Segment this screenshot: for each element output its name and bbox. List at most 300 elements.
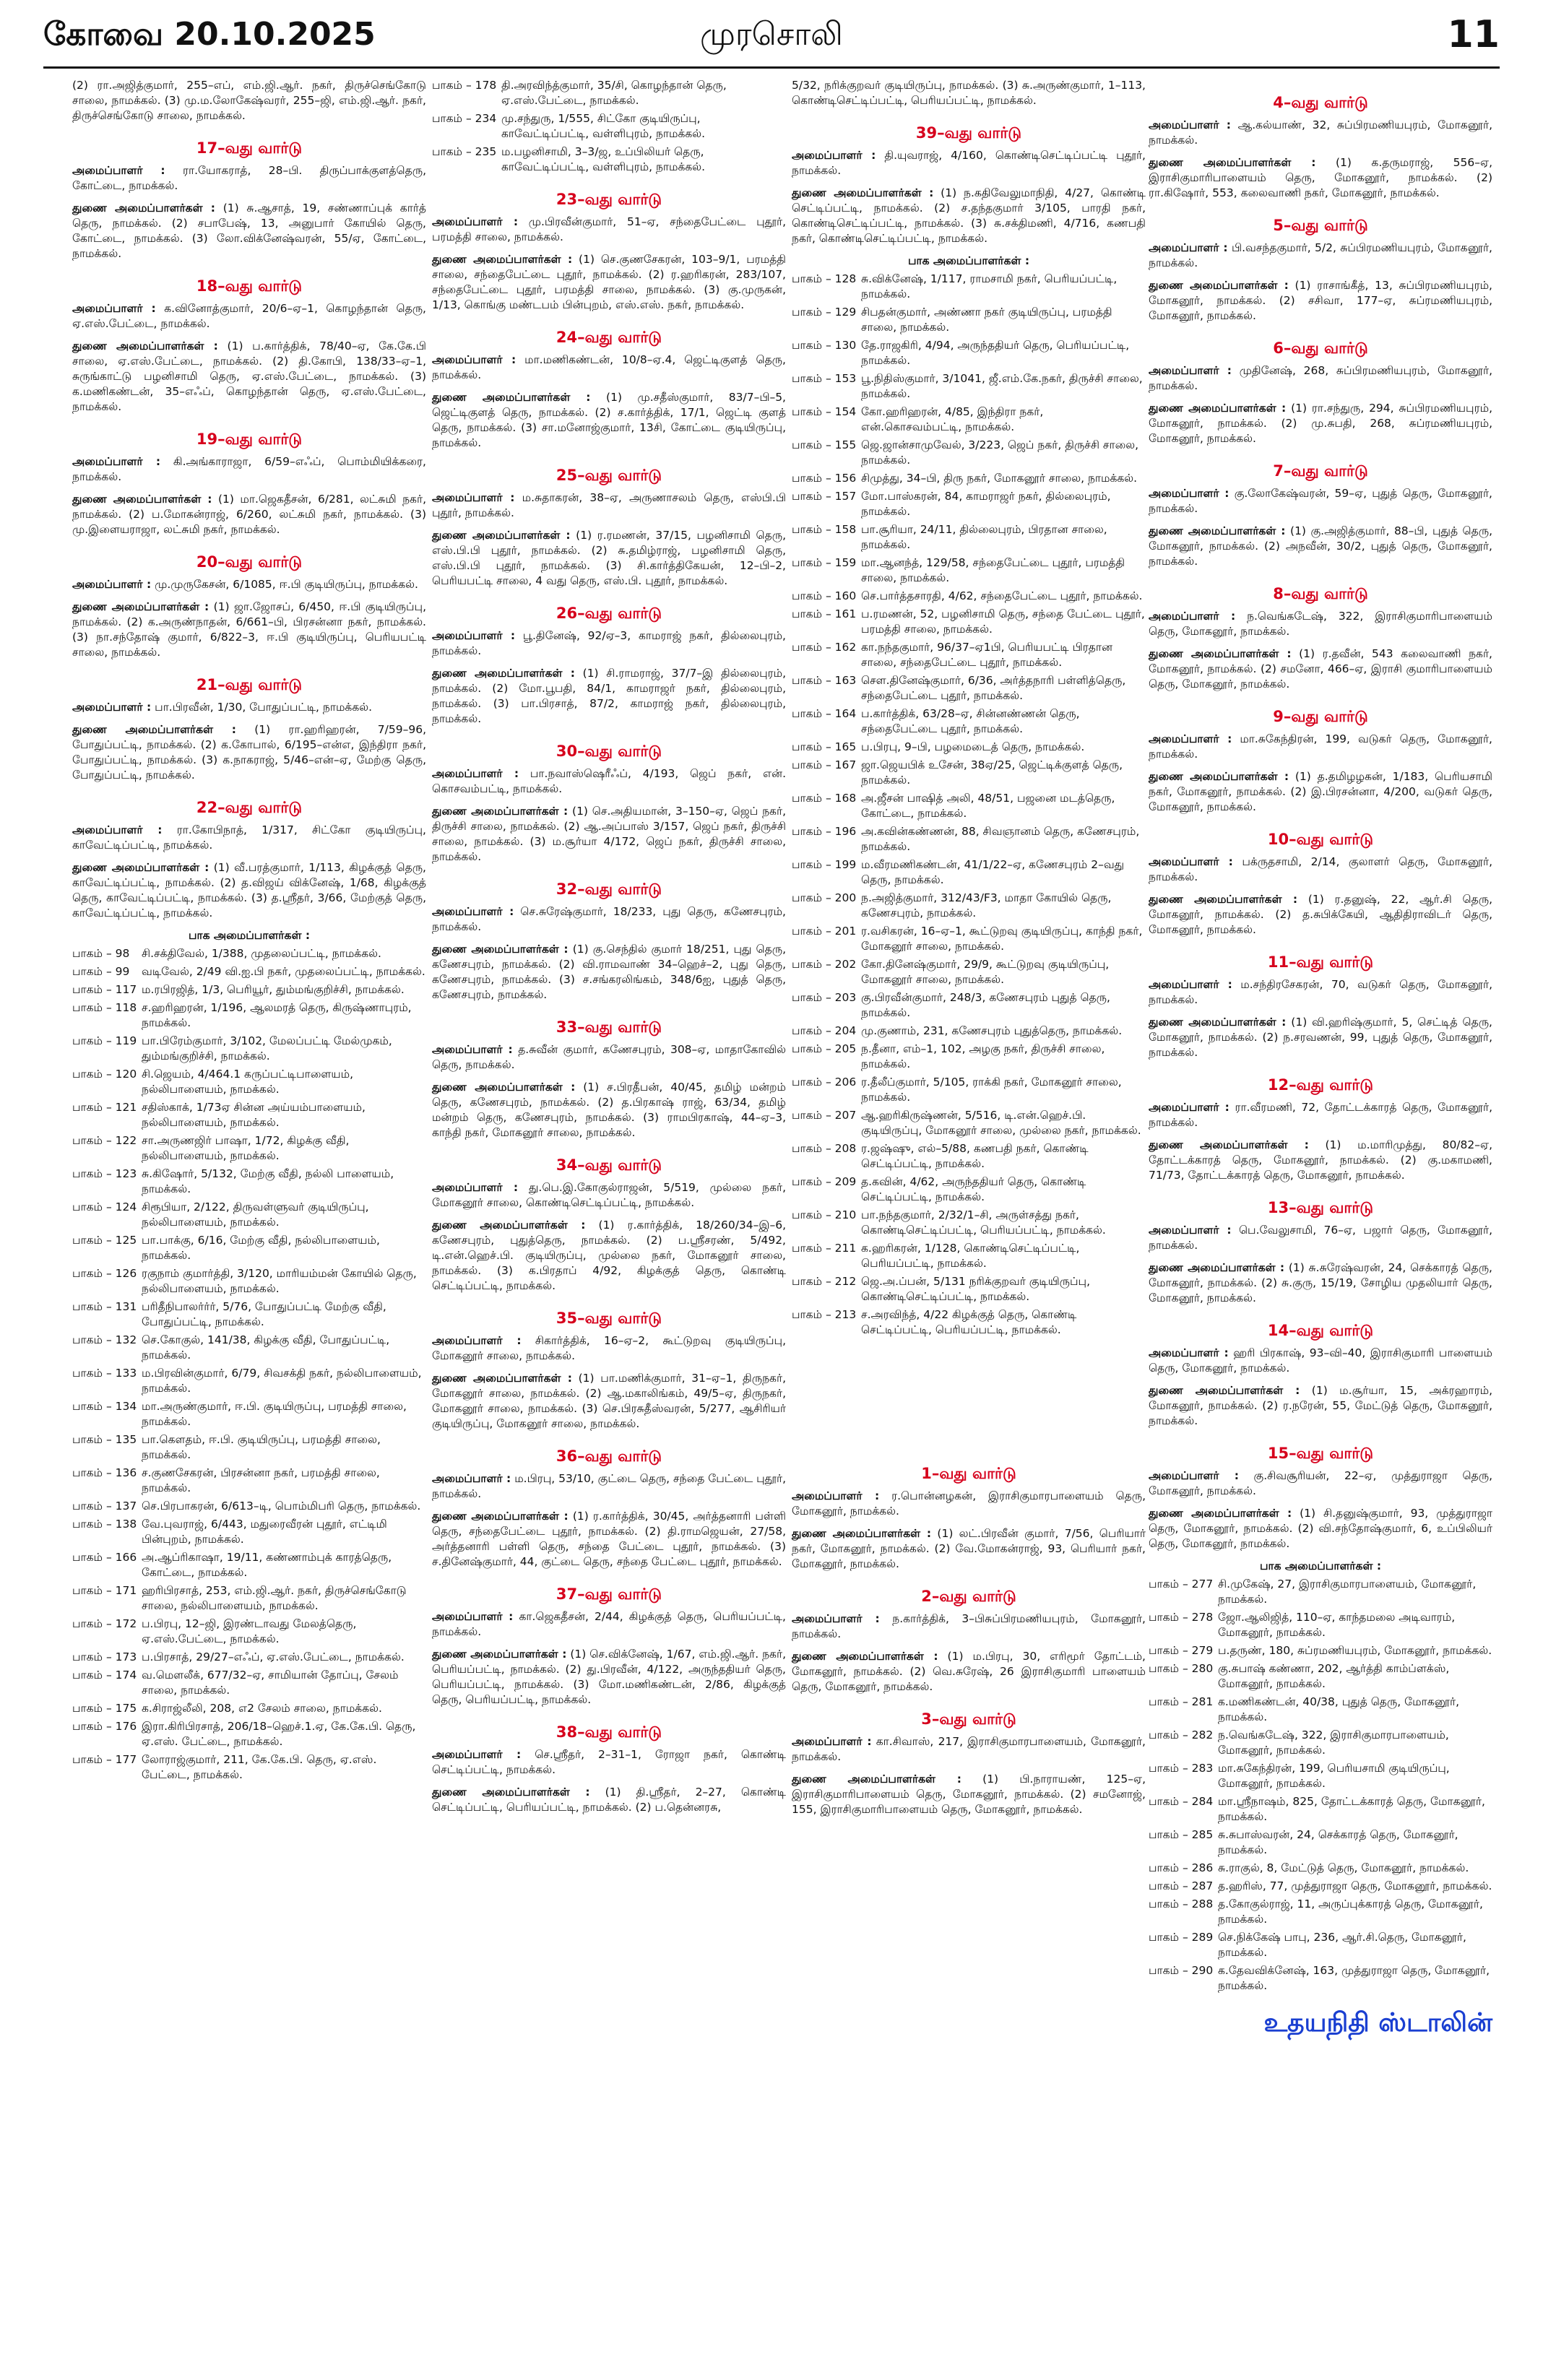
booth-number: பாகம் – 285: [1149, 1828, 1214, 1841]
booth-text: பா.பாக்கு, 6/16, மேற்கு வீதி, நல்லிபாளையம், நாமக்கல்.: [142, 1234, 380, 1262]
ward-heading: 4–வது வார்டு: [1273, 94, 1368, 111]
ward-deputies: [1149, 524, 1492, 569]
deputy-label: துணை அமைப்பாளர்கள் :: [432, 1372, 572, 1385]
ward-heading: 21–வது வார்டு: [196, 676, 303, 693]
booth-list: [792, 272, 1146, 1338]
deputy-label: துணை அமைப்பாளர்கள் :: [72, 493, 212, 506]
booth-number: பாகம் – 234: [432, 112, 497, 125]
ward-deputies: [792, 1526, 1146, 1572]
booth-text: ர.ஜஷ்ஷு, எல்–5/88, கணபதி நகர், கொண்டி செட்டிப்பட்டி, நாமக்கல்.: [861, 1142, 1089, 1170]
lead-label: அமைப்பாளர் :: [432, 767, 519, 780]
deputy-label: துணை அமைப்பாளர்கள் :: [1149, 1016, 1287, 1029]
booth-text: சிமுத்து, 34–பி, திரு நகர், மோகனூர் சாலை, நாமக்கல்.: [861, 472, 1138, 485]
ward-heading: 19–வது வார்டு: [196, 430, 303, 448]
booth-number: பாகம் – 175: [72, 1702, 137, 1715]
booth-text: த.கோகுல்ராஜ், 11, அருப்புக்காரத் தெரு, மோகனூர், நாமக்கல்.: [1218, 1897, 1483, 1926]
booth-entry: [792, 1208, 1146, 1238]
booth-entry: [792, 272, 1146, 302]
deputy-text: (1) ர.தவீன், 543 கலைவாணி நகர், மோகனூர், நாமக்கல். (2) சமனோ, 466–ஏ, இராசி குமாரிபாளையம் தெரு, மோகனூர், நாமக்கல்.: [1149, 647, 1492, 691]
booth-entry: [792, 1241, 1146, 1271]
booth-number: பாகம் – 133: [72, 1367, 137, 1380]
continued-text: (2) ரா.அஜித்குமார், 255–எப், எம்.ஜி.ஆர். நகர், திருச்செங்கோடு சாலை, நாமக்கல். (3) மு.ம.லோகேஷ்வரர், 255–ஜி, எம்.ஜி.ஆர். நகர், திருச்செங்கோடு சாலை, நாமக்கல்.: [72, 79, 426, 122]
deputy-label: துணை அமைப்பாளர்கள் :: [432, 1510, 569, 1523]
booth-entry: [72, 1499, 426, 1514]
booth-number: பாகம் – 201: [792, 925, 857, 938]
booth-number: பாகம் – 129: [792, 306, 857, 319]
deputy-text: (1) ம.பிரபு, 30, எரிமூர் தோட்டம், மோகனூர், நாமக்கல். (2) வெ.சுரேஷ், 26 இராசிகுமாரி பாளையம் தெரு, மோகனூர், நாமக்கல்.: [792, 1650, 1146, 1693]
deputy-text: (1) பி.நாராயண், 125–ஏ, இராசிகுமாரிபாளையம் தெரு, மோகனூர், நாமக்கல். (2) சமனோஜ், 155, இராசிகுமாரிபாளையம் தெரு, மோகனூர், நாமக்கல்.: [792, 1773, 1146, 1816]
ward-lead: [432, 352, 786, 383]
booth-number: பாகம் – 207: [792, 1109, 857, 1122]
ward-heading: 2–வது வார்டு: [921, 1588, 1016, 1605]
booth-text: க.ஹரிகரன், 1/128, கொண்டிசெட்டிப்பட்டி, பெரியப்பட்டி, நாமக்கல்.: [861, 1242, 1080, 1270]
booth-text: பா.சூரியா, 24/11, தில்லைபுரம், பிரதான சாலை, நாமக்கல்.: [861, 523, 1107, 551]
ward-lead: [1149, 1346, 1492, 1376]
booth-entry: [72, 1200, 426, 1230]
booth-heading: பாக அமைப்பாளர்கள் :: [1259, 1559, 1382, 1572]
booth-text: வடிவேல், 2/49 வி.ஐ.பி நகர், முதலைப்பட்டி, நாமக்கல்.: [142, 965, 425, 978]
booth-entry: [792, 673, 1146, 704]
booth-entry: [72, 1100, 426, 1130]
booth-entry: [72, 1617, 426, 1647]
booth-entry: [792, 1307, 1146, 1338]
booth-entry: [72, 1266, 426, 1297]
booth-number: பாகம் – 158: [792, 523, 857, 536]
column-2: [432, 78, 786, 1822]
booth-entry: [792, 1174, 1146, 1205]
lead-label: அமைப்பாளர் :: [1149, 364, 1232, 377]
booth-text: ஹரிபிரசாத், 253, எம்.ஜி.ஆர். நகர், திருச்செங்கோடு சாலை, நல்லிபாளையம், நாமக்கல்.: [142, 1584, 407, 1612]
booth-number: பாகம் – 160: [792, 589, 857, 602]
booth-number: பாகம் – 98: [72, 947, 130, 960]
lead-label: அமைப்பாளர் :: [432, 215, 519, 228]
booth-entry: [792, 1075, 1146, 1105]
ward-heading: 37–வது வார்டு: [556, 1585, 662, 1603]
booth-entry: [72, 1067, 426, 1097]
lead-text: சிகார்த்திக், 16–ஏ–2, கூட்டுறவு குடியிருப்பு, மோகனூர் சாலை, நாமக்கல்.: [432, 1334, 787, 1362]
lead-text: ந.கார்த்திக், 3–பிசுப்பிரமணியபுரம், மோகனூர், நாமக்கல்.: [792, 1612, 1146, 1640]
deputy-label: துணை அமைப்பாளர்கள் :: [432, 943, 569, 956]
deputy-text: (1) ர.தனுஷ், 22, ஆர்.சி தெரு, மோகனூர், நாமக்கல். (2) த.சுபிக்கேயி, ஆதிதிராவிடர் தெரு, மோகனூர், நாமக்கல்.: [1149, 893, 1492, 936]
newspaper-title: முரசொலி: [700, 16, 843, 53]
deputy-label: துணை அமைப்பாளர்கள் :: [432, 529, 571, 542]
booth-number: பாகம் – 206: [792, 1076, 857, 1089]
ward-deputies: [72, 600, 426, 660]
ward-deputies: [1149, 1506, 1492, 1552]
deputy-label: துணை அமைப்பாளர்கள் :: [72, 339, 218, 352]
masthead: [43, 10, 1500, 61]
ward-deputies: [1149, 1383, 1492, 1429]
booth-text: க.சிராஜ்லீலி, 208, எ2 சேலம் சாலை, நாமக்கல்.: [142, 1702, 382, 1715]
deputy-text: (1) ர.ரமணன், 37/15, பழனிசாமி தெரு, எஸ்.பி.பி புதூர், நாமக்கல். (2) சு.தமிழ்ராஜ், பழனிசாமி தெரு, எஸ்.பி.பி புதூர், நாமக்கல். (3) சி.கார்த்திகேயன், 12–பி–2, பெரியபட்டி சாலை, 4 வது தெரு, எஸ்.பி. புதூர், நாமக்கல்.: [432, 529, 786, 587]
booth-number: பாகம் – 130: [792, 339, 857, 352]
booth-entry: [72, 1550, 426, 1580]
deputy-text: (1) ரா.சந்துரு, 294, சுப்பிரமணியபுரம், மோகனூர், நாமக்கல். (2) மு.சுபதி, 268, சுப்ரமணியபுரம், மோகனூர், நாமக்கல்.: [1149, 402, 1492, 445]
booth-text: ஜா.ஜெயபிக் உசேன், 38ஏ/25, ஜெட்டிக்குளத் தெரு, நாமக்கல்.: [861, 758, 1123, 787]
booth-text: சு.ராகுல், 8, மேட்டுத் தெரு, மோகனூர், நாமக்கல்.: [1218, 1861, 1469, 1874]
booth-number: பாகம் – 162: [792, 641, 857, 654]
booth-text: கோ.தினேஷ்குமார், 29/9, கூட்டுறவு குடியிருப்பு, மோகனூர் சாலை, நாமக்கல்.: [861, 958, 1110, 986]
booth-text: ச.ஹரிஹரன், 1/196, ஆலமரத் தெரு, கிருஷ்ணாபுரம், நாமக்கல்.: [142, 1001, 412, 1029]
ward-lead: [432, 1042, 786, 1073]
lead-label: அமைப்பாளர் :: [1149, 732, 1232, 745]
deputy-text: (1) பா.மணிக்குமார், 31–ஏ–1, திருநகர், மோகனூர் சாலை, நாமக்கல். (2) ஆ.மகாலிங்கம், 49/5–ஏ, திருநகர், மோகனூர் சாலை, நாமக்கல். (3) செ.பிரசுதீஸ்வரன், 5/277, ஆசிரியர் குடியிருப்பு, மோகனூர் சாலை, நாமக்கல்.: [432, 1372, 787, 1430]
booth-entry: [72, 1466, 426, 1496]
booth-number: பாகம் – 123: [72, 1167, 137, 1180]
ward-deputies: [1149, 892, 1492, 938]
booth-entry: [1149, 1728, 1492, 1758]
lead-label: அமைப்பாளர் :: [432, 353, 517, 366]
booth-text: ஜோ.ஆலிஜித், 110–ஏ, காந்தமலை அடிவாரம், மோகனூர், நாமக்கல்.: [1218, 1611, 1456, 1639]
booth-number: பாகம் – 134: [72, 1400, 137, 1413]
booth-number: பாகம் – 159: [792, 556, 857, 569]
ward-lead: [1149, 1468, 1492, 1499]
booth-number: பாகம் – 176: [72, 1720, 137, 1733]
booth-entry: [72, 946, 426, 961]
booth-heading: பாக அமைப்பாளர்கள் :: [907, 254, 1030, 267]
booth-text: செ.பார்த்தசாரதி, 4/62, சந்தைபேட்டை புதூர், நாமக்கல்.: [861, 589, 1143, 602]
booth-entry: [432, 78, 786, 108]
booth-entry: [432, 111, 786, 142]
ward-heading: 38–வது வார்டு: [556, 1723, 662, 1741]
booth-entry: [792, 404, 1146, 435]
ward-heading: 14–வது வார்டு: [1267, 1322, 1374, 1339]
lead-label: அமைப்பாளர் :: [72, 578, 152, 591]
booth-number: பாகம் – 173: [72, 1650, 137, 1663]
lead-text: மா.மணிகண்டன், 10/8–ஏ.4, ஜெட்டிகுளத் தெரு, நாமக்கல்.: [432, 353, 786, 381]
booth-text: த.கவின், 4/62, அருந்ததியர் தெரு, கொண்டி செட்டிப்பட்டி, நாமக்கல்.: [861, 1175, 1086, 1203]
ward-heading: 8–வது வார்டு: [1273, 585, 1368, 602]
booth-number: பாகம் – 290: [1149, 1964, 1214, 1977]
booth-entry: [72, 1583, 426, 1614]
booth-text: ப.தருண், 180, சுப்ரமணியபுரம், மோகனூர், நாமக்கல்.: [1218, 1644, 1492, 1657]
booth-number: பாகம் – 131: [72, 1300, 137, 1313]
booth-number: பாகம் – 168: [792, 792, 857, 805]
lead-label: அமைப்பாளர் :: [432, 1610, 514, 1623]
booth-text: செ.கோகுல், 141/38, கிழக்கு வீதி, போதுப்பட்டி, நாமக்கல்.: [142, 1333, 390, 1362]
ward-lead: [432, 1609, 786, 1640]
deputy-text: (1) தி.ஸ்ரீதர், 2–27, கொண்டி செட்டிப்பட்டி, பெரியப்பட்டி, நாமக்கல். (2) ப.தென்னரசு,: [432, 1786, 787, 1814]
booth-text: கோ.ஹரிஹரன், 4/85, இந்திரா நகர், என்.கொசவம்பட்டி, நாமக்கல்.: [861, 405, 1044, 433]
ward-deputies: [432, 666, 786, 727]
booth-entry: [1149, 1610, 1492, 1640]
ward-lead: [1149, 1100, 1492, 1130]
ward-heading: 3–வது வார்டு: [921, 1710, 1016, 1728]
deputy-label: துணை அமைப்பாளர்கள் :: [792, 1650, 938, 1663]
ward-deputies: [432, 1371, 786, 1432]
ward-deputies: [1149, 769, 1492, 815]
deputy-text: (1) வீ.பரத்குமார், 1/113, கிழக்குத் தெரு, காவேட்டிப்பட்டி, நாமக்கல். (2) த.விஜய் விக்னேஷ், 1/68, கிழக்குத் தெரு, காவேட்டிப்பட்டி, நாமக்கல். (3) த.ஸ்ரீதர், 3/66, மேற்குத் தெரு, காவேட்டிப்பட்டி, நாமக்கல்.: [72, 861, 426, 919]
ward-deputies: [72, 201, 426, 261]
booth-entry: [1149, 1930, 1492, 1960]
booth-entry: [1149, 1661, 1492, 1692]
column-1: [72, 78, 426, 1786]
booth-text: சி.சக்திவேல், 1/388, முதலைப்பட்டி, நாமக்கல்.: [142, 947, 381, 960]
booth-text: ப.கார்த்திக், 63/28–ஏ, சின்னண்ணன் தெரு, சந்தைபேட்டை புதூர், நாமக்கல்.: [861, 707, 1080, 735]
booth-number: பாகம் – 117: [72, 983, 137, 996]
ward-deputies: [1149, 155, 1492, 201]
ward-lead: [792, 1734, 1146, 1765]
booth-entry: [1149, 1897, 1492, 1927]
deputy-label: துணை அமைப்பாளர்கள் :: [1149, 647, 1292, 660]
deputy-text: (1) ந.கதிவேலுமாநிதி, 4/27, கொண்டி செட்டிப்பட்டி, நாமக்கல். (2) ச.தந்தகுமார் 3/105, பாரதி நகர், கொண்டிசெட்டிப்பட்டி, நாமக்கல். (3) சு.சக்திமணி, 4/716, கணபதி நகர், கொண்டிசெட்டிப்பட்டி, நாமக்கல்.: [792, 186, 1146, 245]
booth-text: ம.பழனிசாமி, 3–3/ஜ, உப்பிலியர் தெரு, காவேட்டிப்பட்டி, வள்ளிபுரம், நாமக்கல்.: [501, 145, 706, 173]
ward-deputies: [1149, 1138, 1492, 1183]
deputy-label: துணை அமைப்பாளர்கள் :: [792, 1527, 932, 1540]
booth-entry: [72, 1399, 426, 1429]
booth-text: மா.அருண்குமார், ஈ.பி. குடியிருப்பு, பரமத்தி சாலை, நாமக்கல்.: [142, 1400, 407, 1428]
booth-text: பா.பிரேம்குமார், 3/102, மேலப்பட்டி மேல்முகம், தும்மங்குறிச்சி, நாமக்கல்.: [142, 1034, 392, 1063]
booth-text: ர.வசிகரன், 16–ஏ–1, கூட்டுறவு குடியிருப்பு, காந்தி நகர், மோகனூர் சாலை, நாமக்கல்.: [861, 925, 1143, 953]
ward-heading: 23–வது வார்டு: [556, 191, 662, 208]
deputy-text: (1) லட்.பிரவீன் குமார், 7/56, பெரியார் நகர், மோகனூர், நாமக்கல். (2) வே.மோகன்ராஜ், 93, பெரியார் நகர், மோகனூர், நாமக்கல்.: [792, 1527, 1146, 1570]
lead-label: அமைப்பாளர் :: [792, 1612, 880, 1625]
booth-text: ஜெ.அ.ப்பன், 5/131 நரிக்குறவர் குடியிருப்பு, கொண்டிசெட்டிப்பட்டி, நாமக்கல்.: [861, 1275, 1091, 1303]
booth-text: இரா.கிரிபிரசாத், 206/18–ஹெச்.1.ஏ, கே.கே.பி. தெரு, ஏ.எஸ். பேட்டை, நாமக்கல்.: [142, 1720, 416, 1748]
lead-label: அமைப்பாளர் :: [72, 823, 163, 836]
lead-label: அமைப்பாளர் :: [1149, 1346, 1229, 1359]
booth-text: சிரூபியா, 2/122, திருவள்ளுவர் குடியிருப்பு, நல்லிபாளையம், நாமக்கல்.: [142, 1200, 369, 1229]
booth-number: பாகம் – 126: [72, 1267, 137, 1280]
booth-number: பாகம் – 136: [72, 1466, 137, 1479]
column-4: [1149, 78, 1493, 2038]
lead-text: மு.பிரவீன்குமார், 51–ஏ, சந்தைபேட்டை புதூர், பரமத்தி சாலை, நாமக்கல்.: [432, 215, 786, 243]
ward-heading: 26–வது வார்டு: [556, 605, 662, 622]
ward-lead: [1149, 363, 1492, 394]
ward-lead: [432, 1747, 786, 1778]
deputy-label: துணை அமைப்பாளர்கள் :: [1149, 1261, 1285, 1274]
ward-lead: [72, 454, 426, 485]
booth-entry: [792, 824, 1146, 854]
booth-number: பாகம் – 99: [72, 965, 130, 978]
deputy-text: (1) சு.சுரேஷ்வரன், 24, செக்காரத் தெரு, மோகனூர், நாமக்கல். (2) சு.குரு, 15/19, சோழிய முதலியார் தெரு, மோகனூர், நாமக்கல்.: [1149, 1261, 1492, 1304]
deputy-label: துணை அமைப்பாளர்கள் :: [72, 202, 215, 215]
lead-text: ஆ.கல்யாண், 32, சுப்பிரமணியபுரம், மோகனூர், நாமக்கல்.: [1149, 118, 1492, 147]
ward-list: [792, 1466, 1146, 1817]
booth-text: மா.ஸ்ரீநாஷம், 825, தோட்டக்காரத் தெரு, மோகனூர், நாமக்கல்.: [1218, 1795, 1485, 1823]
booth-entry: [792, 857, 1146, 888]
ward-deputies: [1149, 278, 1492, 324]
booth-heading: பாக அமைப்பாளர்கள் :: [188, 929, 311, 942]
deputy-label: துணை அமைப்பாளர்கள் :: [432, 253, 573, 266]
booth-text: ந.அஜித்குமார், 312/43/F3, மாதா கோயில் தெரு, கணேசபுரம், நாமக்கல்.: [861, 891, 1112, 919]
deputy-text: (1) ராசாங்கீத், 13, சுப்பிரமணியபுரம், மோகனூர், நாமக்கல். (2) சசிவா, 177–ஏ, சுப்ரமணியபுரம், மோகனூர், நாமக்கல்.: [1149, 279, 1492, 322]
booth-number: பாகம் – 210: [792, 1208, 857, 1221]
ward-deputies: [792, 186, 1146, 246]
deputy-label: துணை அமைப்பாளர்கள் :: [1149, 770, 1289, 783]
ward-heading: 5–வது வார்டு: [1273, 217, 1368, 234]
lead-text: பா.நவாஸ்ஷெரீஃப், 4/193, ஜெப் நகர், என். கொசவம்பட்டி, நாமக்கல்.: [432, 767, 787, 795]
ward-lead: [1149, 609, 1492, 639]
booth-number: பாகம் – 157: [792, 490, 857, 503]
booth-entry: [792, 438, 1146, 468]
booth-number: பாகம் – 208: [792, 1142, 857, 1155]
ward-deputies: [432, 390, 786, 451]
booth-number: பாகம் – 164: [792, 707, 857, 720]
booth-number: பாகம் – 125: [72, 1234, 137, 1247]
deputy-label: துணை அமைப்பாளர்கள் :: [1149, 402, 1287, 415]
booth-text: அ.கவின்கண்ணன், 88, சிவஞானம் தெரு, கணேசபுரம், நாமக்கல்.: [861, 825, 1140, 853]
lead-label: அமைப்பாளர் :: [1149, 118, 1231, 131]
deputy-text: (1) சி.ராமராஜ், 37/7–இ தில்லைபுரம், நாமக்கல். (2) மோ.பூபதி, 84/1, காமராஜர் நகர், தில்லைபுரம், நாமக்கல். (3) பா.பிரசாத், 87/2, காமராஜ் நகர், தில்லைபுரம், நாமக்கல்.: [432, 667, 787, 725]
booth-number: பாகம் – 153: [792, 372, 857, 385]
deputy-text: (1) மா.ஜெகதீசன், 6/281, லட்சுமி நகர், நாமக்கல். (2) ப.மோகன்ராஜ், 6/260, லட்சுமி நகர், நாமக்கல். (3) மு.இளையராஜா, லட்சுமி நகர், நாமக்கல்.: [72, 493, 426, 536]
ward-deputies: [432, 528, 786, 589]
lead-label: அமைப்பாளர் :: [72, 701, 152, 714]
booth-number: பாகம் – 172: [72, 1617, 137, 1630]
booth-text: ம.வீரமணிகண்டன், 41/1/22–ஏ, கணேசபுரம் 2–வது தெரு, நாமக்கல்.: [861, 858, 1125, 886]
ward-deputies: [432, 252, 786, 313]
booth-text: பா.கௌதம், ஈ.பி. குடியிருப்பு, பரமத்தி சாலை, நாமக்கல்.: [142, 1433, 381, 1461]
booth-entry: [1149, 1643, 1492, 1658]
deputy-label: துணை அமைப்பாளர்கள் :: [432, 1648, 567, 1661]
lead-label: அமைப்பாளர் :: [72, 302, 156, 315]
booth-entry: [72, 1719, 426, 1749]
lead-label: அமைப்பாளர் :: [432, 1334, 522, 1347]
column-3: [792, 78, 1146, 1825]
ward-lead: [72, 163, 426, 194]
booth-number: பாகம் – 171: [72, 1584, 137, 1597]
booth-text: மு.குணாம், 231, கணேசபுரம் புதுத்தெரு, நாமக்கல்.: [861, 1024, 1123, 1037]
booth-number: பாகம் – 212: [792, 1275, 857, 1288]
booth-entry: [792, 924, 1146, 954]
booth-text: ர.தீலீப்குமார், 5/105, ராக்கி நகர், மோகனூர் சாலை, நாமக்கல்.: [861, 1076, 1122, 1104]
ward-heading: 7–வது வார்டு: [1273, 462, 1368, 480]
booth-text: வ.மௌலீக், 677/32–ஏ, சாமியான் தோப்பு, சேலம் சாலை, நாமக்கல்.: [142, 1669, 399, 1697]
booth-number: பாகம் – 118: [72, 1001, 137, 1014]
deputy-text: (1) ச.பிரதீபன், 40/45, தமிழ் மன்றம் தெரு, கணேசபுரம், நாமக்கல். (2) த.பிரகாஷ் ராஜ், 63/34, தமிழ் மன்றம் தெரு, கணேசபுரம், நாமக்கல். (3) ராமபிரகாஷ், 44–ஏ–3, காந்தி நகர், மோகனூர் சாலை, நாமக்கல்.: [432, 1081, 787, 1139]
ward-deputies: [72, 492, 426, 537]
booth-number: பாகம் – 278: [1149, 1611, 1214, 1624]
lead-text: த.சுவீன் குமார், கணேசபுரம், 308–ஏ, மாதாகோவில் தெரு, நாமக்கல்.: [432, 1043, 787, 1071]
booth-text: ப.ரமணன், 52, பழனிசாமி தெரு, சந்தை பேட்டை புதூர், பரமத்தி சாலை, நாமக்கல்.: [861, 607, 1145, 636]
booth-list: [1149, 1577, 1492, 1994]
lead-label: அமைப்பாளர் :: [792, 1489, 880, 1502]
ward-heading: 6–வது வார்டு: [1273, 339, 1368, 357]
booth-number: பாகம் – 167: [792, 758, 857, 771]
booth-number: பாகம் – 289: [1149, 1931, 1214, 1944]
ward-heading: 30–வது வார்டு: [556, 743, 662, 760]
booth-entry: [792, 489, 1146, 519]
booth-text: மோ.பாஸ்கரன், 84, காமராஜர் நகர், தில்லைபுரம், நாமக்கல்.: [861, 490, 1111, 518]
ward-deputies: [1149, 646, 1492, 692]
lead-label: அமைப்பாளர் :: [432, 1043, 513, 1056]
booth-text: தி.அரவிந்த்குமார், 35/சி, கொழந்தான் தெரு, ஏ.எஸ்.பேட்டை, நாமக்கல்.: [501, 79, 727, 107]
ward-lead: [432, 766, 786, 797]
lead-text: து.பெ.இ.கோகுல்ராஜன், 5/519, முல்லை நகர், மோகனூர் சாலை, கொண்டிசெட்டிப்பட்டி, நாமக்கல்.: [432, 1181, 787, 1209]
booth-entry: [432, 144, 786, 175]
issue-date: கோவை 20.10.2025: [43, 16, 376, 53]
lead-text: செ.ஸ்ரீதர், 2–31–1, ரோஜா நகர், கொண்டி செட்டிப்பட்டி, நாமக்கல்.: [432, 1748, 786, 1776]
lead-text: மு.முருகேசன், 6/1085, ஈ.பி குடியிருப்பு, நாமக்கல்.: [155, 578, 418, 591]
booth-text: ஜெ.ஜான்சாமுவேல், 3/223, ஜெப் நகர், திருச்சி சாலை, நாமக்கல்.: [861, 438, 1139, 467]
booth-number: பாகம் – 205: [792, 1042, 857, 1055]
ward-deputies: [1149, 1260, 1492, 1306]
deputy-label: துணை அமைப்பாளர்கள் :: [432, 667, 575, 680]
booth-text: சு.கிஷோர், 5/132, மேற்கு வீதி, நல்லி பாளையம், நாமக்கல்.: [142, 1167, 394, 1195]
booth-number: பாகம் – 211: [792, 1242, 857, 1255]
booth-text: சா.அருணஜிர் பாஷா, 1/72, கிழக்கு வீதி, நல்லிபாளையம், நாமக்கல்.: [142, 1134, 350, 1162]
booth-entry: [792, 1141, 1146, 1172]
booth-text: க.தேவவிக்னேஷ், 163, முத்துராஜா தெரு, மோகனூர், நாமக்கல்.: [1218, 1964, 1490, 1992]
lead-label: அமைப்பாளர் :: [1149, 1101, 1229, 1114]
booth-entry: [72, 1299, 426, 1330]
booth-number: பாகம் – 124: [72, 1200, 137, 1213]
booth-number: பாகம் – 284: [1149, 1795, 1214, 1808]
booth-entry: [792, 589, 1146, 604]
lead-label: அமைப்பாளர் :: [1149, 855, 1233, 868]
deputy-text: (1) கு.செந்தில் குமார் 18/251, புது தெரு, கணேசபுரம், நாமக்கல். (2) வி.ராமவாண் 34–ஹெச்–2, புது தெரு, கணேசபுரம், நாமக்கல். (3) ச.சங்கரலிங்கம், 348/6ஐ, புதுத் தெரு, கணேசபுரம், நாமக்கல்.: [432, 943, 786, 1001]
lead-label: அமைப்பாளர் :: [792, 1735, 872, 1748]
booth-number: பாகம் – 235: [432, 145, 497, 158]
booth-entry: [1149, 1695, 1492, 1725]
booth-list: [432, 78, 786, 175]
deputy-text: (1) செ.விக்னேஷ், 1/67, எம்.ஜி.ஆர். நகர், பெரியப்பட்டி, நாமக்கல். (2) து.பிரவீன், 4/122, அருந்ததியர் தெரு, பெரியப்பட்டி, நாமக்கல். (3) மோ.மணிகண்டன், 2/86, கிழக்குத் தெரு, பெரியப்பட்டி, நாமக்கல்.: [432, 1648, 787, 1706]
booth-text: மா.ஆனந்த், 129/58, சந்தைபேட்டை புதூர், பரமத்தி சாலை, நாமக்கல்.: [861, 556, 1125, 584]
lead-text: பெ.வேலுசாமி, 76–ஏ, பஜார் தெரு, மோகனூர், நாமக்கல்.: [1149, 1224, 1492, 1252]
booth-number: பாகம் – 280: [1149, 1662, 1214, 1675]
booth-number: பாகம் – 154: [792, 405, 857, 418]
ward-heading: 18–வது வார்டு: [196, 277, 303, 295]
booth-number: பாகம் – 196: [792, 825, 857, 838]
lead-text: கி.அங்காராஜா, 6/59–எஃப், பொம்மியிக்கரை, நாமக்கல்.: [72, 455, 426, 483]
deputy-text: (1) மு.சதீஸ்குமார், 83/7–பி–5, ஜெட்டிகுளத் தெரு, நாமக்கல். (2) ச.கார்த்திக், 17/1, ஜெட்டி குளத் தெரு, நாமக்கல். (3) சா.மனோஜ்குமார், 13சி, கோட்டை குடியிருப்பு, நாமக்கல்.: [432, 391, 786, 449]
booth-text: பரிதீநிபாலர்ர்ர், 5/76, போதுப்பட்டி மேற்கு வீதி, போதுப்பட்டி, நாமக்கல்.: [142, 1300, 386, 1328]
booth-text: அ.ஆப்ரிகாஷா, 19/11, கண்ணாம்புக் காரத்தெரு, கோட்டை, நாமக்கல்.: [142, 1551, 392, 1579]
ward-heading: 33–வது வார்டு: [556, 1018, 662, 1036]
ward-heading: 32–வது வார்டு: [556, 880, 662, 898]
booth-number: பாகம் – 288: [1149, 1897, 1214, 1911]
continued-text: 5/32, நரிக்குறவர் குடியிருப்பு, நாமக்கல். (3) சு.அருண்குமார், 1–113, கொண்டிசெட்டிப்பட்டி, பெரியப்பட்டி, நாமக்கல்.: [792, 79, 1146, 107]
booth-entry: [792, 1108, 1146, 1138]
booth-number: பாகம் – 122: [72, 1134, 137, 1147]
ward-lead: [792, 148, 1146, 178]
booth-number: பாகம் – 165: [792, 740, 857, 753]
ward-heading: 15–வது வார்டு: [1267, 1445, 1374, 1462]
ward-lead: [432, 904, 786, 935]
ward-heading: 34–வது வார்டு: [556, 1156, 662, 1174]
lead-text: பா.பிரவீன், 1/30, போதுப்பட்டி, நாமக்கல்.: [155, 701, 373, 714]
lead-label: அமைப்பாளர் :: [432, 905, 514, 918]
deputy-label: துணை அமைப்பாளர்கள் :: [1149, 1384, 1300, 1397]
booth-text: சி.முகேஷ், 27, இராசிகுமாரபாளையம், மோகனூர், நாமக்கல்.: [1218, 1578, 1477, 1606]
deputy-label: துணை அமைப்பாளர்கள் :: [1149, 524, 1286, 537]
booth-entry: [72, 1366, 426, 1396]
ward-heading: 1–வது வார்டு: [921, 1465, 1016, 1482]
booth-text: த.ஹரிஸ், 77, முத்துராஜா தெரு, மோகனூர், நாமக்கல்.: [1218, 1879, 1492, 1892]
booth-number: பாகம் – 156: [792, 472, 857, 485]
booth-entry: [792, 791, 1146, 821]
deputy-label: துணை அமைப்பாளர்கள் :: [1149, 1507, 1292, 1520]
booth-entry: [72, 1000, 426, 1031]
lead-text: முதினேஷ், 268, சுப்பிரமணியபுரம், மோகனூர், நாமக்கல்.: [1149, 364, 1492, 392]
deputy-text: (1) ம.சூர்யா, 15, அக்ரஹாரம், மோகனூர், நாமக்கல். (2) ர.நரேன், 55, மேட்டுத் தெரு, மோகனூர், நாமக்கல்.: [1149, 1384, 1492, 1427]
ward-lead: [72, 301, 426, 332]
booth-number: பாகம் – 283: [1149, 1762, 1214, 1775]
ward-heading: 11–வது வார்டு: [1267, 953, 1374, 971]
deputy-label: துணை அமைப்பாளர்கள் :: [432, 805, 569, 818]
booth-text: பா.நந்தகுமார், 2/32/1–சி, அருள்சத்து நகர், கொண்டிசெட்டிப்பட்டி, பெரியப்பட்டி, நாமக்கல்.: [861, 1208, 1106, 1237]
deputy-text: (1) ஜா.ஜோசப், 6/450, ஈ.பி குடியிருப்பு, நாமக்கல். (2) க.அருண்நாதன், 6/661–பி, பிரசன்னா நகர், நாமக்கல். (3) நா.சந்தோஷ் குமார், 6/822–3, ஈ.பி குடியிருப்பு, பெரியபட்டி சாலை, நாமக்கல்.: [72, 600, 427, 659]
booth-entry: [1149, 1963, 1492, 1994]
booth-text: செ.நிக்கேஷ் பாபு, 236, ஆர்.சி.தெரு, மோகனூர், நாமக்கல்.: [1218, 1931, 1466, 1959]
masthead-rule: [43, 66, 1500, 69]
booth-text: ந.தீனா, எம்–1, 102, அழகு நகர், திருச்சி சாலை, நாமக்கல்.: [861, 1042, 1105, 1070]
ward-heading: 35–வது வார்டு: [556, 1310, 662, 1327]
booth-entry: [1149, 1827, 1492, 1858]
booth-number: பாகம் – 209: [792, 1175, 857, 1188]
booth-entry: [792, 740, 1146, 755]
